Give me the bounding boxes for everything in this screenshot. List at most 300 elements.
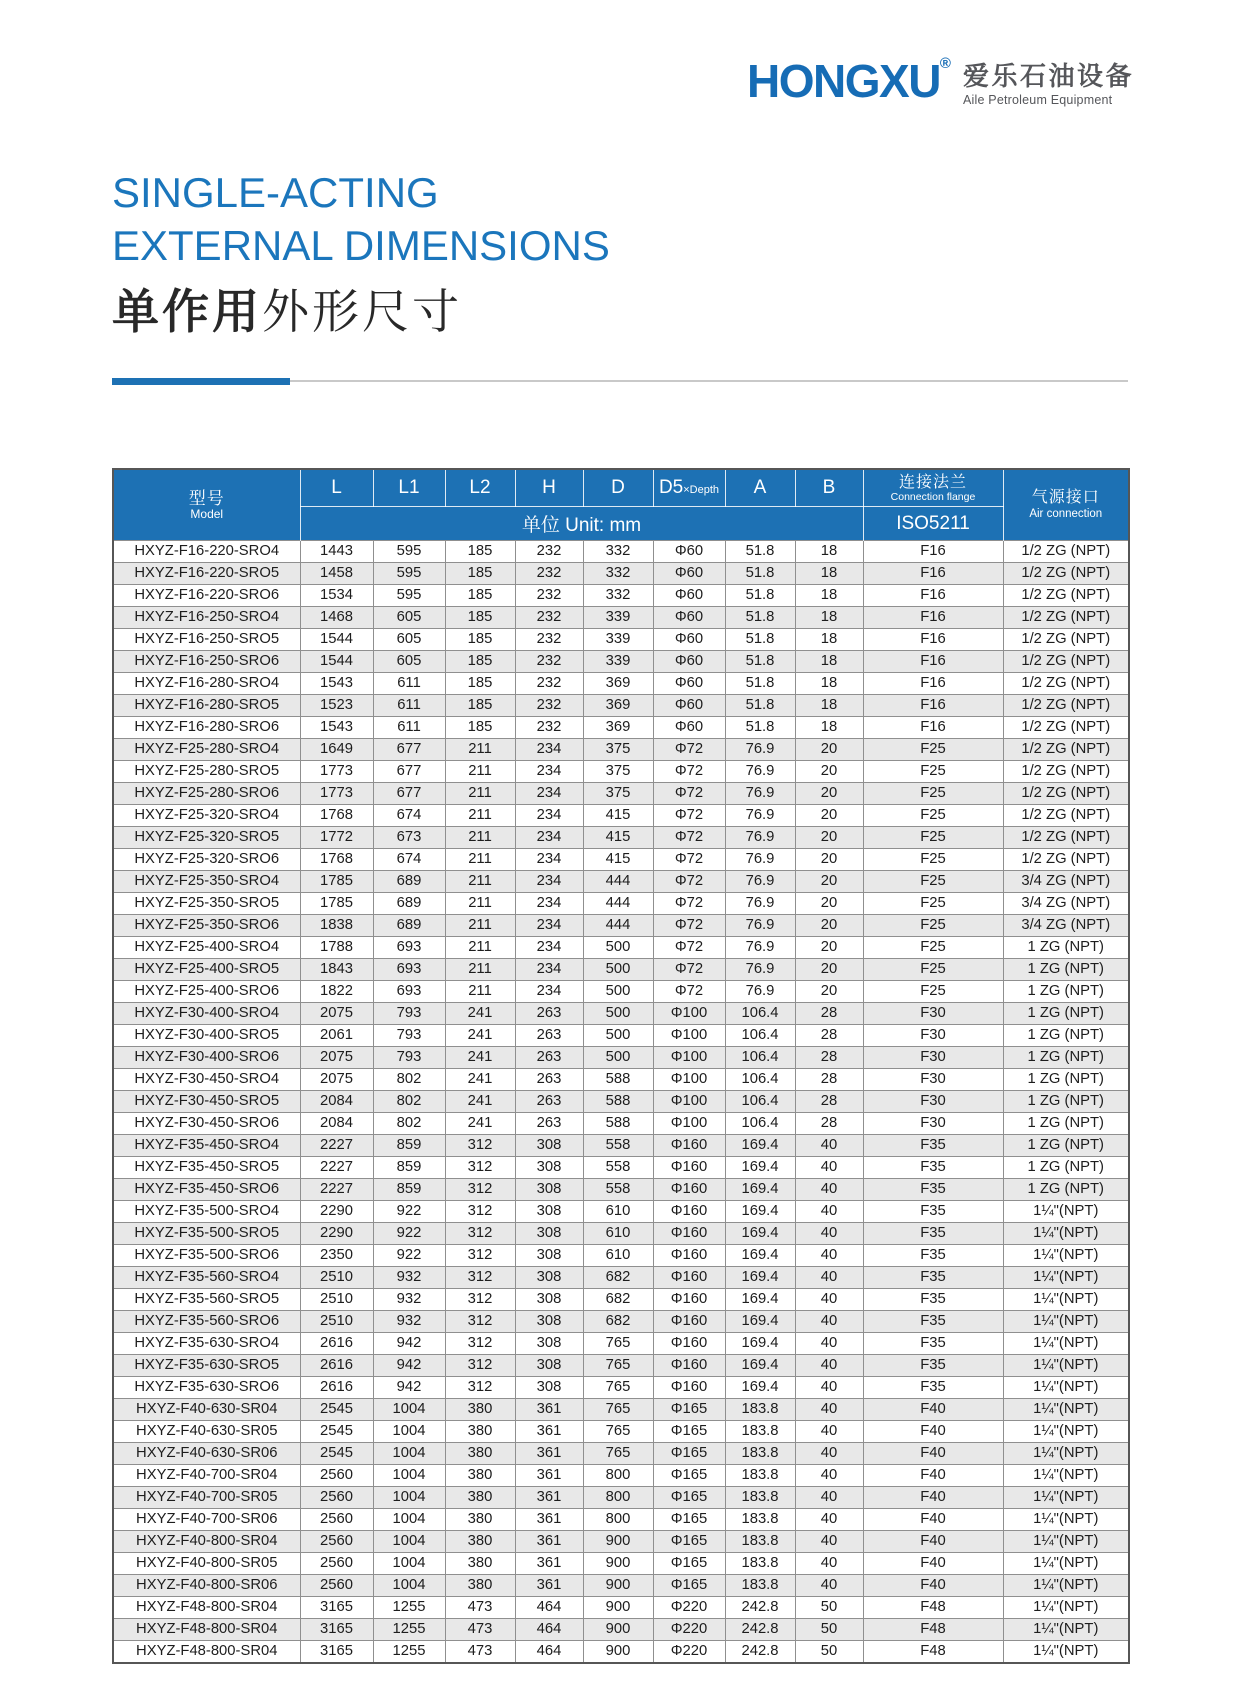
l-cell: 2560 xyxy=(300,1465,373,1487)
a-cell: 51.8 xyxy=(725,563,795,585)
table-row xyxy=(113,1025,1129,1047)
l2-cell: 380 xyxy=(445,1443,515,1465)
h-cell: 361 xyxy=(515,1421,583,1443)
d-cell: 369 xyxy=(583,673,653,695)
l2-cell: 241 xyxy=(445,1113,515,1135)
model-header-en: Model xyxy=(190,507,224,522)
table-row xyxy=(113,1069,1129,1091)
page-title-english xyxy=(112,166,610,272)
d-cell: 500 xyxy=(583,1047,653,1069)
model-cell: HXYZ-F25-350-SRO4 xyxy=(113,871,300,893)
model-cell: HXYZ-F25-400-SRO4 xyxy=(113,937,300,959)
d-cell: 682 xyxy=(583,1311,653,1333)
l-cell: 2560 xyxy=(300,1575,373,1597)
column-header-air xyxy=(1003,469,1129,541)
d5-depth-cell: Φ60 xyxy=(653,717,725,739)
l1-cell: 689 xyxy=(373,915,445,937)
b-cell: 40 xyxy=(795,1465,863,1487)
model-cell: HXYZ-F16-250-SRO4 xyxy=(113,607,300,629)
flange-cell: F35 xyxy=(863,1245,1003,1267)
d5-depth-cell: Φ72 xyxy=(653,871,725,893)
a-cell: 76.9 xyxy=(725,739,795,761)
d-cell: 558 xyxy=(583,1135,653,1157)
b-cell: 20 xyxy=(795,981,863,1003)
l-cell: 1543 xyxy=(300,673,373,695)
table-row xyxy=(113,1003,1129,1025)
b-cell: 50 xyxy=(795,1641,863,1664)
l1-cell: 595 xyxy=(373,563,445,585)
l1-cell: 674 xyxy=(373,849,445,871)
l2-cell: 312 xyxy=(445,1135,515,1157)
l2-cell: 380 xyxy=(445,1553,515,1575)
a-cell: 76.9 xyxy=(725,783,795,805)
h-cell: 234 xyxy=(515,827,583,849)
b-cell: 20 xyxy=(795,827,863,849)
table-row xyxy=(113,629,1129,651)
a-cell: 106.4 xyxy=(725,1113,795,1135)
d5-depth-cell: Φ60 xyxy=(653,607,725,629)
l2-cell: 312 xyxy=(445,1245,515,1267)
d5-depth-cell: Φ165 xyxy=(653,1421,725,1443)
l1-cell: 793 xyxy=(373,1047,445,1069)
l-cell: 3165 xyxy=(300,1619,373,1641)
h-cell: 232 xyxy=(515,541,583,563)
h-cell: 361 xyxy=(515,1553,583,1575)
l-cell: 1544 xyxy=(300,651,373,673)
d5-depth-cell: Φ60 xyxy=(653,585,725,607)
d5-depth-cell: Φ165 xyxy=(653,1509,725,1531)
l2-cell: 211 xyxy=(445,827,515,849)
h-cell: 361 xyxy=(515,1465,583,1487)
l2-cell: 211 xyxy=(445,937,515,959)
l1-cell: 922 xyxy=(373,1201,445,1223)
model-cell: HXYZ-F16-220-SRO4 xyxy=(113,541,300,563)
d5-depth-cell: Φ100 xyxy=(653,1069,725,1091)
table-row xyxy=(113,871,1129,893)
l1-cell: 689 xyxy=(373,871,445,893)
l2-cell: 211 xyxy=(445,871,515,893)
d-cell: 500 xyxy=(583,1025,653,1047)
d5-depth-cell: Φ220 xyxy=(653,1619,725,1641)
model-cell: HXYZ-F40-800-SR05 xyxy=(113,1553,300,1575)
air-cell: 3/4 ZG (NPT) xyxy=(1003,871,1129,893)
air-cell: 1/2 ZG (NPT) xyxy=(1003,695,1129,717)
a-cell: 169.4 xyxy=(725,1179,795,1201)
air-cell: 1¼"(NPT) xyxy=(1003,1619,1129,1641)
d-cell: 588 xyxy=(583,1091,653,1113)
l1-cell: 1004 xyxy=(373,1575,445,1597)
a-cell: 76.9 xyxy=(725,849,795,871)
d5-depth-cell: Φ160 xyxy=(653,1267,725,1289)
model-cell: HXYZ-F16-220-SRO5 xyxy=(113,563,300,585)
table-row xyxy=(113,1223,1129,1245)
air-cell: 1¼"(NPT) xyxy=(1003,1289,1129,1311)
l1-cell: 802 xyxy=(373,1113,445,1135)
b-cell: 28 xyxy=(795,1003,863,1025)
a-cell: 51.8 xyxy=(725,541,795,563)
flange-cell: F16 xyxy=(863,651,1003,673)
d5-depth-cell: Φ60 xyxy=(653,629,725,651)
d5-depth-cell: Φ160 xyxy=(653,1223,725,1245)
l1-cell: 802 xyxy=(373,1091,445,1113)
l1-cell: 611 xyxy=(373,695,445,717)
model-cell: HXYZ-F35-560-SRO6 xyxy=(113,1311,300,1333)
d5-depth-cell: Φ72 xyxy=(653,981,725,1003)
l-cell: 3165 xyxy=(300,1641,373,1664)
table-row xyxy=(113,761,1129,783)
table-row xyxy=(113,1091,1129,1113)
model-cell: HXYZ-F40-700-SR06 xyxy=(113,1509,300,1531)
air-cell: 1/2 ZG (NPT) xyxy=(1003,673,1129,695)
h-cell: 234 xyxy=(515,959,583,981)
d5-depth-cell: Φ100 xyxy=(653,1003,725,1025)
flange-cell: F16 xyxy=(863,585,1003,607)
l2-cell: 185 xyxy=(445,563,515,585)
d-cell: 588 xyxy=(583,1069,653,1091)
a-cell: 51.8 xyxy=(725,673,795,695)
table-row xyxy=(113,1377,1129,1399)
model-cell: HXYZ-F48-800-SR04 xyxy=(113,1619,300,1641)
l1-cell: 1255 xyxy=(373,1619,445,1641)
d-cell: 765 xyxy=(583,1443,653,1465)
model-cell: HXYZ-F30-450-SRO4 xyxy=(113,1069,300,1091)
l2-cell: 473 xyxy=(445,1597,515,1619)
b-cell: 18 xyxy=(795,607,863,629)
d5-depth-cell: Φ72 xyxy=(653,783,725,805)
d-cell: 800 xyxy=(583,1509,653,1531)
b-cell: 40 xyxy=(795,1509,863,1531)
l-cell: 1788 xyxy=(300,937,373,959)
a-cell: 76.9 xyxy=(725,871,795,893)
a-cell: 76.9 xyxy=(725,915,795,937)
column-header-l1: L1 xyxy=(373,469,445,507)
l-cell: 2560 xyxy=(300,1509,373,1531)
d5-depth-cell: Φ100 xyxy=(653,1047,725,1069)
h-cell: 232 xyxy=(515,651,583,673)
l-cell: 2061 xyxy=(300,1025,373,1047)
model-cell: HXYZ-F35-500-SRO4 xyxy=(113,1201,300,1223)
flange-cell: F35 xyxy=(863,1201,1003,1223)
d5-depth-cell: Φ160 xyxy=(653,1289,725,1311)
d-cell: 444 xyxy=(583,893,653,915)
flange-cell: F40 xyxy=(863,1465,1003,1487)
model-cell: HXYZ-F35-450-SRO4 xyxy=(113,1135,300,1157)
l-cell: 2075 xyxy=(300,1047,373,1069)
table-row xyxy=(113,739,1129,761)
air-cell: 1¼"(NPT) xyxy=(1003,1355,1129,1377)
l2-cell: 241 xyxy=(445,1091,515,1113)
table-row xyxy=(113,1267,1129,1289)
title-line-2: EXTERNAL DIMENSIONS xyxy=(112,222,610,269)
table-row xyxy=(113,717,1129,739)
a-cell: 183.8 xyxy=(725,1487,795,1509)
divider-rule xyxy=(290,380,1128,382)
table-row xyxy=(113,1531,1129,1553)
flange-cell: F48 xyxy=(863,1597,1003,1619)
air-cell: 1¼"(NPT) xyxy=(1003,1311,1129,1333)
a-cell: 169.4 xyxy=(725,1201,795,1223)
d-cell: 900 xyxy=(583,1575,653,1597)
table-row xyxy=(113,1113,1129,1135)
h-cell: 263 xyxy=(515,1047,583,1069)
table-row xyxy=(113,541,1129,563)
l1-cell: 922 xyxy=(373,1245,445,1267)
d-cell: 800 xyxy=(583,1487,653,1509)
flange-cell: F48 xyxy=(863,1641,1003,1664)
air-cell: 1/2 ZG (NPT) xyxy=(1003,607,1129,629)
h-cell: 234 xyxy=(515,981,583,1003)
air-cell: 1/2 ZG (NPT) xyxy=(1003,585,1129,607)
model-cell: HXYZ-F30-400-SRO4 xyxy=(113,1003,300,1025)
air-cell: 1¼"(NPT) xyxy=(1003,1597,1129,1619)
l-cell: 2545 xyxy=(300,1399,373,1421)
l-cell: 1544 xyxy=(300,629,373,651)
table-header xyxy=(113,469,1129,541)
air-cell: 1 ZG (NPT) xyxy=(1003,1069,1129,1091)
d-cell: 415 xyxy=(583,805,653,827)
l2-cell: 185 xyxy=(445,629,515,651)
table-row xyxy=(113,1245,1129,1267)
table-row xyxy=(113,1289,1129,1311)
l2-cell: 312 xyxy=(445,1333,515,1355)
l2-cell: 211 xyxy=(445,915,515,937)
l-cell: 2510 xyxy=(300,1267,373,1289)
flange-cell: F40 xyxy=(863,1443,1003,1465)
air-cell: 1¼"(NPT) xyxy=(1003,1201,1129,1223)
h-cell: 232 xyxy=(515,629,583,651)
d5-depth-cell: Φ160 xyxy=(653,1245,725,1267)
d5-depth-cell: Φ60 xyxy=(653,673,725,695)
b-cell: 40 xyxy=(795,1487,863,1509)
b-cell: 28 xyxy=(795,1025,863,1047)
table-row xyxy=(113,1311,1129,1333)
d-cell: 682 xyxy=(583,1267,653,1289)
b-cell: 18 xyxy=(795,673,863,695)
flange-cell: F35 xyxy=(863,1333,1003,1355)
d5-depth-cell: Φ165 xyxy=(653,1487,725,1509)
model-cell: HXYZ-F25-280-SRO6 xyxy=(113,783,300,805)
h-cell: 308 xyxy=(515,1179,583,1201)
l-cell: 2510 xyxy=(300,1289,373,1311)
h-cell: 234 xyxy=(515,761,583,783)
model-cell: HXYZ-F25-320-SRO6 xyxy=(113,849,300,871)
d5-depth-cell: Φ100 xyxy=(653,1091,725,1113)
l2-cell: 312 xyxy=(445,1355,515,1377)
table-row xyxy=(113,849,1129,871)
column-header-d5-depth xyxy=(653,469,725,507)
h-cell: 263 xyxy=(515,1025,583,1047)
d5-depth-cell: Φ60 xyxy=(653,563,725,585)
flange-cell: F25 xyxy=(863,937,1003,959)
b-cell: 40 xyxy=(795,1201,863,1223)
h-cell: 464 xyxy=(515,1641,583,1664)
d5-depth-cell: Φ160 xyxy=(653,1377,725,1399)
l2-cell: 211 xyxy=(445,893,515,915)
flange-cell: F25 xyxy=(863,805,1003,827)
h-cell: 308 xyxy=(515,1201,583,1223)
h-cell: 234 xyxy=(515,739,583,761)
flange-header-cn: 连接法兰 xyxy=(898,473,967,491)
l1-cell: 793 xyxy=(373,1025,445,1047)
flange-cell: F40 xyxy=(863,1531,1003,1553)
table-row xyxy=(113,673,1129,695)
d-cell: 765 xyxy=(583,1421,653,1443)
flange-cell: F35 xyxy=(863,1377,1003,1399)
l-cell: 2227 xyxy=(300,1179,373,1201)
d-cell: 375 xyxy=(583,783,653,805)
d5-depth-cell: Φ72 xyxy=(653,739,725,761)
d5-depth-cell: Φ160 xyxy=(653,1311,725,1333)
model-cell: HXYZ-F30-400-SRO5 xyxy=(113,1025,300,1047)
flange-cell: F25 xyxy=(863,849,1003,871)
table-row xyxy=(113,1333,1129,1355)
d-cell: 610 xyxy=(583,1245,653,1267)
page-title-block xyxy=(112,166,610,338)
d5-depth-cell: Φ165 xyxy=(653,1575,725,1597)
model-cell: HXYZ-F25-350-SRO5 xyxy=(113,893,300,915)
b-cell: 40 xyxy=(795,1421,863,1443)
model-cell: HXYZ-F35-630-SRO5 xyxy=(113,1355,300,1377)
a-cell: 169.4 xyxy=(725,1333,795,1355)
l-cell: 1458 xyxy=(300,563,373,585)
h-cell: 361 xyxy=(515,1509,583,1531)
l1-cell: 674 xyxy=(373,805,445,827)
l-cell: 2545 xyxy=(300,1443,373,1465)
b-cell: 40 xyxy=(795,1355,863,1377)
d5-depth-cell: Φ72 xyxy=(653,805,725,827)
flange-cell: F35 xyxy=(863,1355,1003,1377)
a-cell: 76.9 xyxy=(725,893,795,915)
title-cn-bold: 单作用 xyxy=(112,285,262,338)
l1-cell: 1004 xyxy=(373,1421,445,1443)
air-cell: 1¼"(NPT) xyxy=(1003,1641,1129,1664)
air-cell: 1¼"(NPT) xyxy=(1003,1223,1129,1245)
d5-depth-cell: Φ220 xyxy=(653,1597,725,1619)
table-row xyxy=(113,1465,1129,1487)
air-cell: 1¼"(NPT) xyxy=(1003,1377,1129,1399)
l2-cell: 473 xyxy=(445,1641,515,1664)
air-cell: 1¼"(NPT) xyxy=(1003,1553,1129,1575)
unit-header-cell: 单位 Unit: mm xyxy=(300,507,863,541)
table-row xyxy=(113,893,1129,915)
l-cell: 1768 xyxy=(300,805,373,827)
a-cell: 183.8 xyxy=(725,1443,795,1465)
air-cell: 1/2 ZG (NPT) xyxy=(1003,717,1129,739)
d-cell: 375 xyxy=(583,761,653,783)
l2-cell: 380 xyxy=(445,1465,515,1487)
l1-cell: 1255 xyxy=(373,1597,445,1619)
air-cell: 1 ZG (NPT) xyxy=(1003,1113,1129,1135)
l-cell: 2290 xyxy=(300,1201,373,1223)
b-cell: 40 xyxy=(795,1443,863,1465)
model-cell: HXYZ-F25-320-SRO5 xyxy=(113,827,300,849)
d-cell: 415 xyxy=(583,849,653,871)
b-cell: 28 xyxy=(795,1091,863,1113)
column-header-model xyxy=(113,469,300,541)
table-body xyxy=(113,541,1129,1664)
flange-cell: F25 xyxy=(863,915,1003,937)
section-divider xyxy=(112,378,1128,385)
d5-depth-cell: Φ165 xyxy=(653,1465,725,1487)
a-cell: 106.4 xyxy=(725,1047,795,1069)
title-line-1: SINGLE-ACTING xyxy=(112,169,439,216)
flange-cell: F25 xyxy=(863,959,1003,981)
flange-header-en: Connection flange xyxy=(890,490,976,503)
flange-cell: F16 xyxy=(863,563,1003,585)
l1-cell: 677 xyxy=(373,761,445,783)
table-row xyxy=(113,585,1129,607)
b-cell: 18 xyxy=(795,717,863,739)
l1-cell: 611 xyxy=(373,673,445,695)
l2-cell: 211 xyxy=(445,761,515,783)
l1-cell: 859 xyxy=(373,1135,445,1157)
logo-subtitle xyxy=(963,58,1134,107)
b-cell: 40 xyxy=(795,1333,863,1355)
l2-cell: 312 xyxy=(445,1267,515,1289)
d-cell: 339 xyxy=(583,651,653,673)
model-cell: HXYZ-F35-450-SRO5 xyxy=(113,1157,300,1179)
air-cell: 1/2 ZG (NPT) xyxy=(1003,805,1129,827)
air-cell: 1/2 ZG (NPT) xyxy=(1003,563,1129,585)
flange-cell: F40 xyxy=(863,1487,1003,1509)
l-cell: 2084 xyxy=(300,1113,373,1135)
model-cell: HXYZ-F16-220-SRO6 xyxy=(113,585,300,607)
l1-cell: 677 xyxy=(373,739,445,761)
table-row xyxy=(113,1047,1129,1069)
h-cell: 234 xyxy=(515,893,583,915)
d5-depth-cell: Φ165 xyxy=(653,1531,725,1553)
d5-depth-cell: Φ160 xyxy=(653,1135,725,1157)
b-cell: 40 xyxy=(795,1179,863,1201)
column-header-b: B xyxy=(795,469,863,507)
table-row xyxy=(113,915,1129,937)
model-cell: HXYZ-F25-350-SRO6 xyxy=(113,915,300,937)
flange-cell: F35 xyxy=(863,1179,1003,1201)
a-cell: 169.4 xyxy=(725,1355,795,1377)
model-cell: HXYZ-F16-280-SRO5 xyxy=(113,695,300,717)
model-cell: HXYZ-F40-700-SR05 xyxy=(113,1487,300,1509)
d5-depth-cell: Φ165 xyxy=(653,1443,725,1465)
b-cell: 40 xyxy=(795,1157,863,1179)
h-cell: 232 xyxy=(515,563,583,585)
h-cell: 234 xyxy=(515,915,583,937)
d-cell: 444 xyxy=(583,871,653,893)
table-row xyxy=(113,1619,1129,1641)
h-cell: 263 xyxy=(515,1003,583,1025)
b-cell: 40 xyxy=(795,1135,863,1157)
b-cell: 50 xyxy=(795,1619,863,1641)
l1-cell: 605 xyxy=(373,629,445,651)
model-cell: HXYZ-F35-630-SRO4 xyxy=(113,1333,300,1355)
flange-cell: F16 xyxy=(863,673,1003,695)
l2-cell: 380 xyxy=(445,1509,515,1531)
d5-depth-cell: Φ160 xyxy=(653,1333,725,1355)
table-row xyxy=(113,1553,1129,1575)
l2-cell: 211 xyxy=(445,805,515,827)
d5-label: D5 xyxy=(658,477,684,498)
l-cell: 3165 xyxy=(300,1597,373,1619)
d-cell: 800 xyxy=(583,1465,653,1487)
b-cell: 40 xyxy=(795,1311,863,1333)
model-cell: HXYZ-F48-800-SR04 xyxy=(113,1597,300,1619)
d-cell: 375 xyxy=(583,739,653,761)
a-cell: 51.8 xyxy=(725,695,795,717)
l1-cell: 605 xyxy=(373,607,445,629)
d5-depth-cell: Φ72 xyxy=(653,937,725,959)
d-cell: 332 xyxy=(583,563,653,585)
model-cell: HXYZ-F48-800-SR04 xyxy=(113,1641,300,1664)
d-cell: 900 xyxy=(583,1597,653,1619)
